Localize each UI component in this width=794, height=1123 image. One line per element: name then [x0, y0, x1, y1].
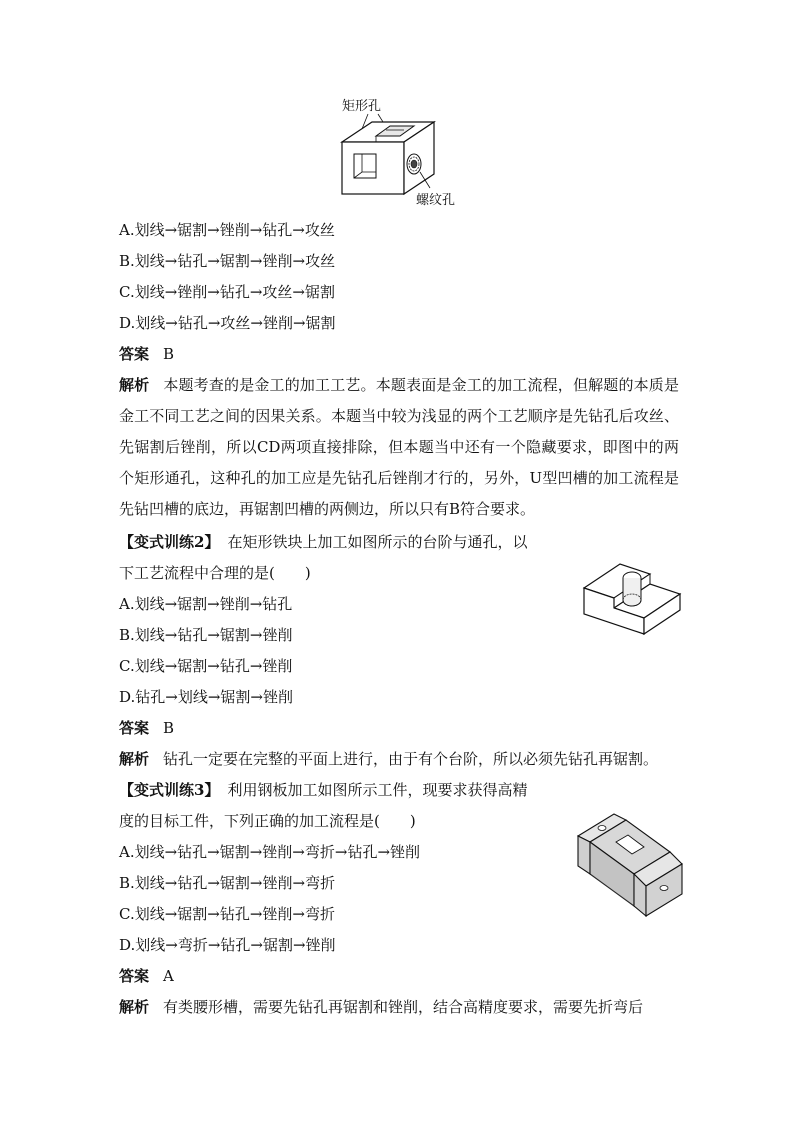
answer-value: A — [163, 967, 174, 985]
q3-stem-line1 — [119, 780, 527, 800]
analysis-text: 有类腰形槽，需要先钻孔再锯割和锉削，结合高精度要求，需要先折弯后 — [163, 998, 644, 1016]
analysis-label: 解析 — [119, 750, 150, 768]
answer-label: 答案 — [119, 719, 150, 737]
q3-option-d: D.划线→弯折→钻孔→锯割→锉削 — [119, 936, 336, 954]
q3-analysis — [119, 997, 679, 1017]
q1-analysis — [119, 370, 679, 525]
answer-label: 答案 — [119, 967, 150, 985]
answer-value: B — [163, 719, 175, 737]
q1-answer — [119, 344, 174, 364]
q1-option-d: D.划线→钻孔→攻丝→锉削→锯割 — [119, 314, 336, 332]
figure-workpiece-2 — [580, 548, 684, 640]
q2-stem-line2: 下工艺流程中合理的是( ) — [119, 564, 311, 582]
analysis-text: 本题考查的是金工的加工工艺。本题表面是金工的加工流程，但解题的本质是金工不同工艺之间的因果关系。本题当中较为浅显的两个工艺顺序是先钻孔后攻丝、先锯割后锉削，所以CD两项直接排除，但本题当中还有一个隐藏要求，即图中的两个矩形通孔，这种孔的加工应是先钻孔后锉削才行的，另外，U型凹槽的加工流程是先钻凹槽的底边，再锯割凹槽的两侧边，所以只有B符合要求。 — [119, 376, 679, 518]
analysis-label: 解析 — [119, 998, 150, 1016]
answer-value: B — [163, 345, 175, 363]
label-rect-hole: 矩形孔 — [342, 99, 382, 114]
q2-stem-text: 在矩形铁块上加工如图所示的台阶与通孔，以 — [227, 533, 528, 551]
q2-stem-line1 — [119, 532, 527, 552]
q1-option-a: A.划线→锯割→锉削→钻孔→攻丝 — [119, 221, 335, 239]
q2-analysis — [119, 749, 658, 769]
q3-option-c: C.划线→锯割→钻孔→锉削→弯折 — [119, 905, 335, 923]
q2-option-c: C.划线→锯割→钻孔→锉削 — [119, 657, 293, 675]
q2-answer — [119, 718, 174, 738]
q3-option-a: A.划线→钻孔→锯割→锉削→弯折→钻孔→锉削 — [119, 843, 421, 861]
q1-option-c: C.划线→锉削→钻孔→攻丝→锯割 — [119, 283, 335, 301]
analysis-text: 钻孔一定要在完整的平面上进行，由于有个台阶，所以必须先钻孔再锯割。 — [163, 750, 659, 768]
q2-option-d: D.钻孔→划线→锯割→锉削 — [119, 688, 293, 706]
q1-option-b: B.划线→钻孔→锯割→锉削→攻丝 — [119, 252, 336, 270]
q3-stem-line2: 度的目标工件，下列正确的加工流程是( ) — [119, 812, 416, 830]
q2-option-a: A.划线→锯割→锉削→钻孔 — [119, 595, 293, 613]
figure-workpiece-1 — [330, 92, 470, 210]
q2-option-b: B.划线→钻孔→锯割→锉削 — [119, 626, 293, 644]
q3-option-b: B.划线→钻孔→锯割→锉削→弯折 — [119, 874, 336, 892]
q2-title: 【变式训练2】 — [119, 533, 220, 551]
label-thread-hole: 螺纹孔 — [416, 193, 456, 208]
q3-answer — [119, 966, 174, 986]
figure-workpiece-3 — [574, 808, 686, 920]
analysis-label: 解析 — [119, 376, 150, 394]
q3-title: 【变式训练3】 — [119, 781, 220, 799]
answer-label: 答案 — [119, 345, 150, 363]
q3-stem-text: 利用钢板加工如图所示工件，现要求获得高精 — [227, 781, 528, 799]
